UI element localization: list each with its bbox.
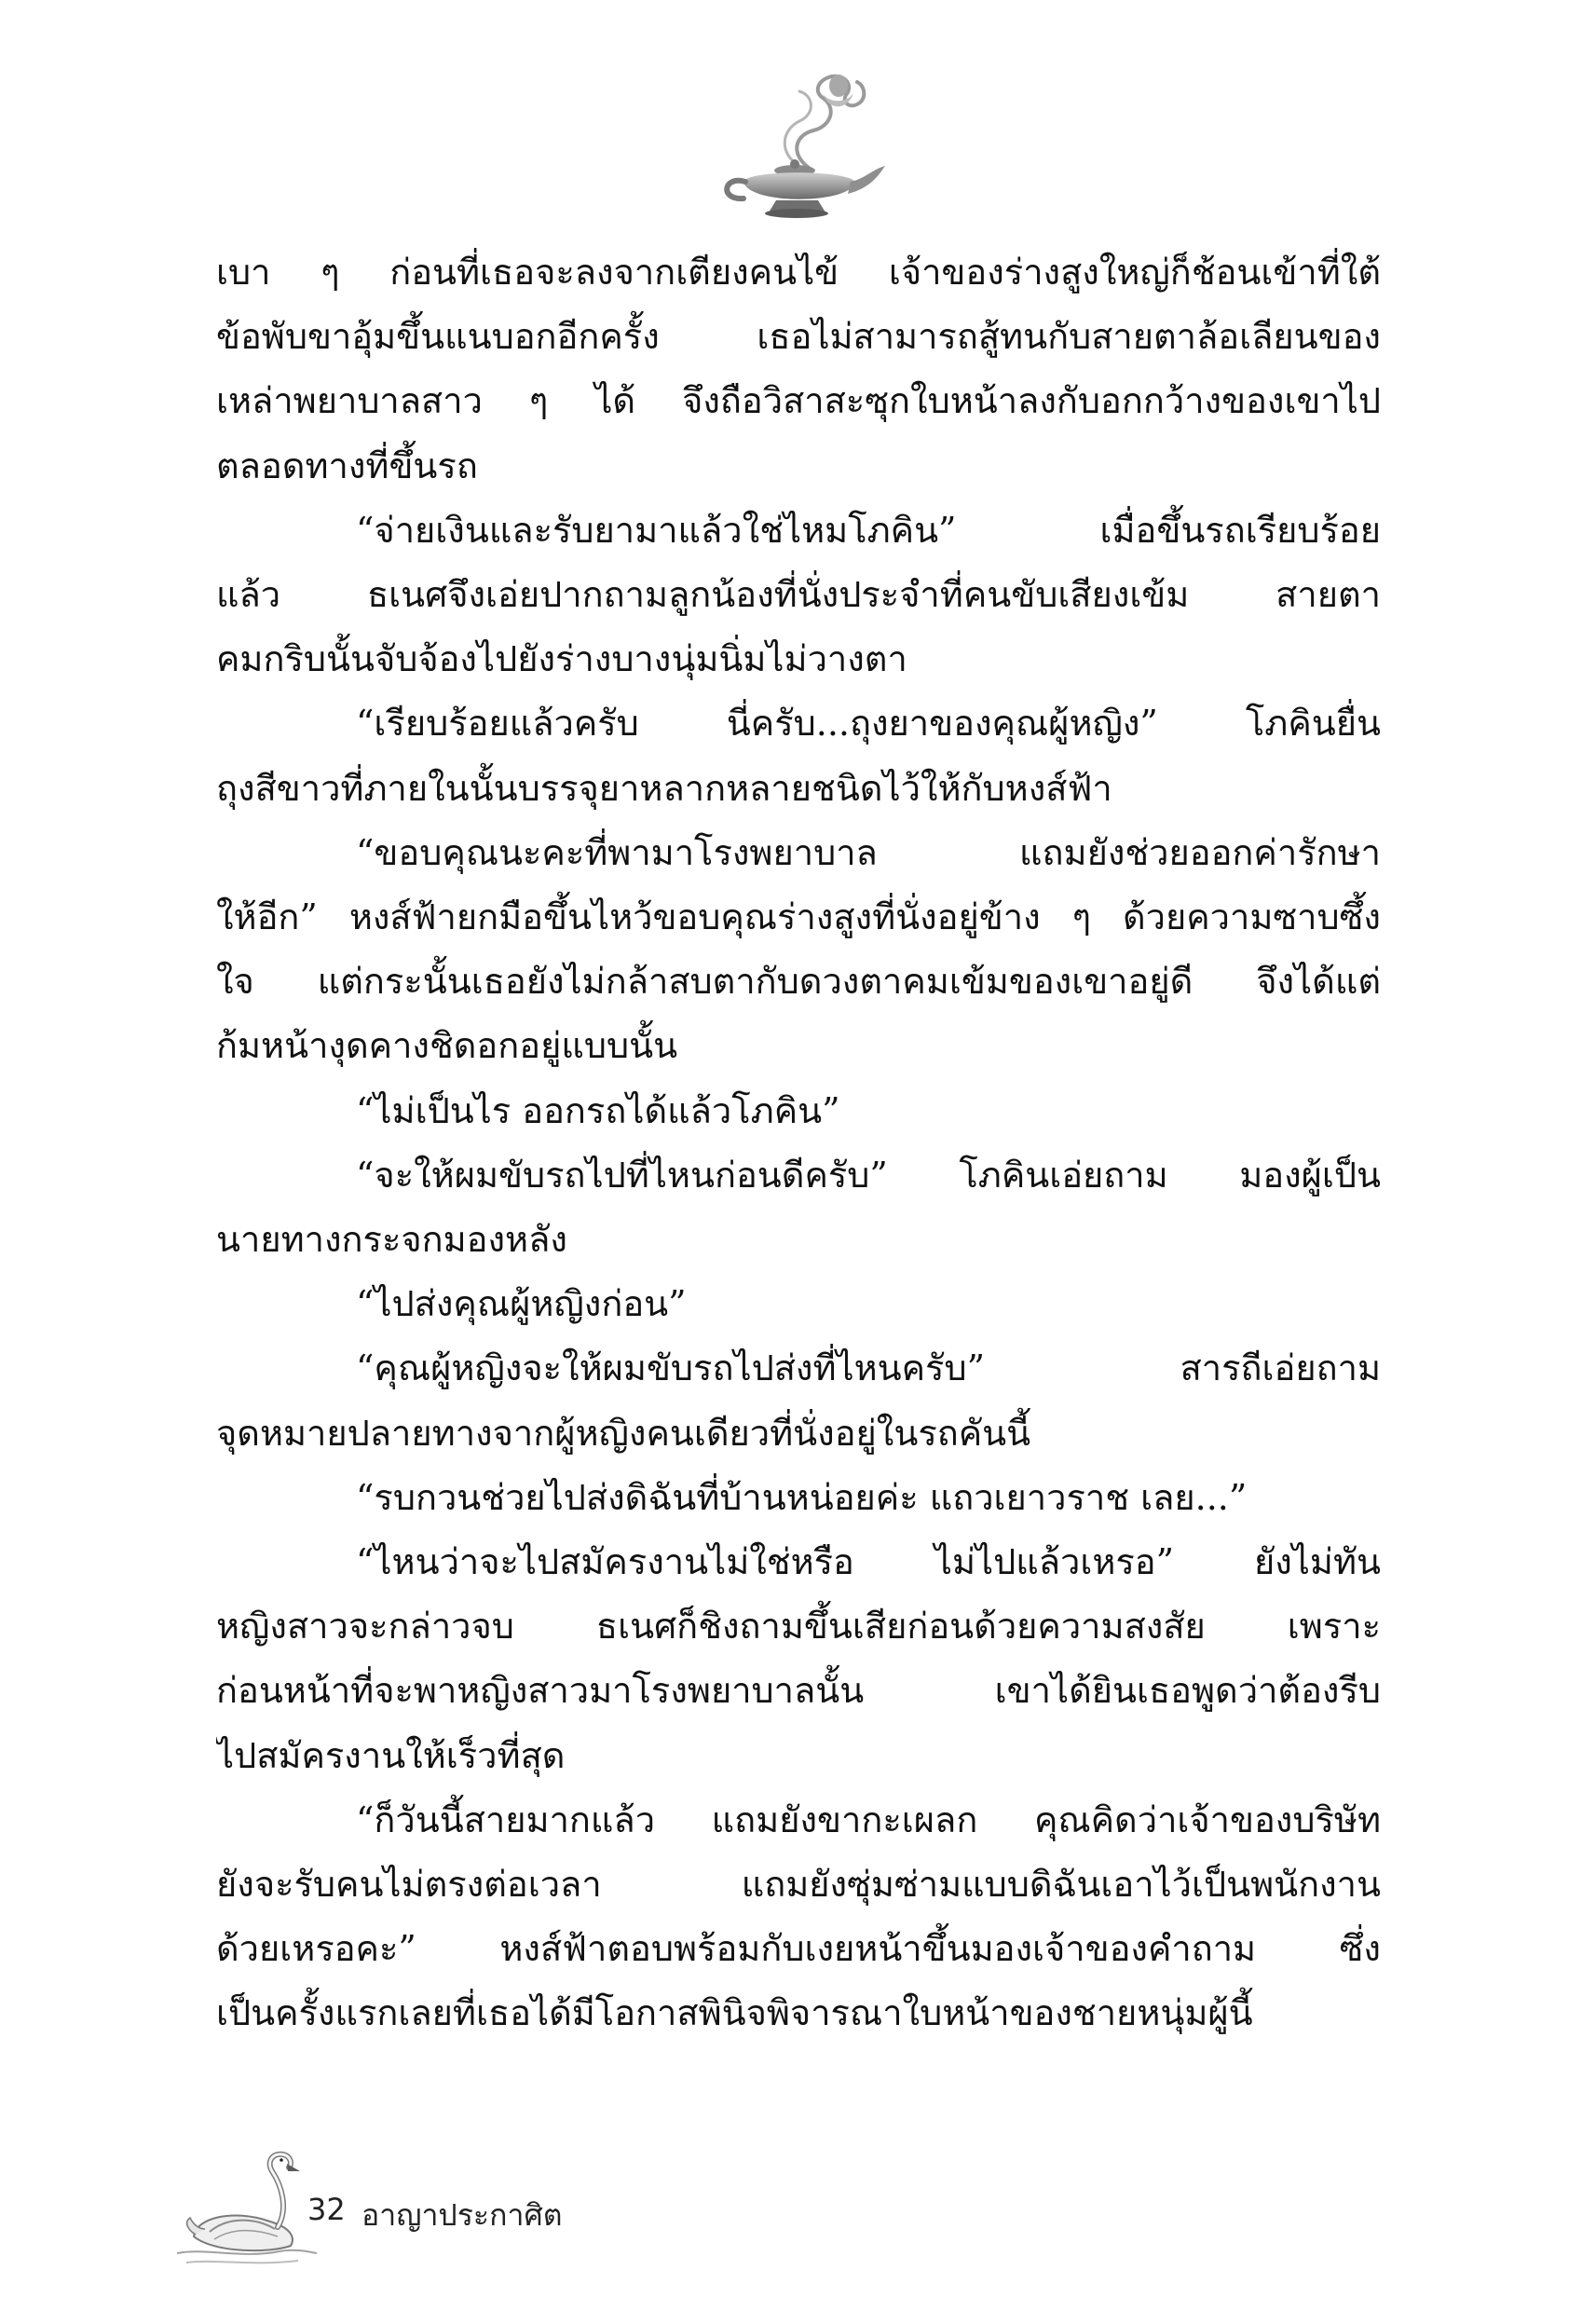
- book-title: อาญาประกาศิต: [361, 2197, 563, 2233]
- text-line: “ไม่เป็นไร ออกรถได้แล้วโภคิน”: [356, 1089, 840, 1131]
- text-line: ข้อพับขาอุ้มขึ้นแนบอกอีกครั้ง เธอไม่สามารถสู้ทนกับสายตาล้อเลียนของ: [216, 316, 1381, 358]
- text-line: ยังจะรับคนไม่ตรงต่อเวลา แถมยังซุ่มซ่ามแบบดิฉันเอาไว้เป็นพนักงาน: [216, 1864, 1381, 1906]
- text-line: ถุงสีขาวที่ภายในนั้นบรรจุยาหลากหลายชนิดไว้ให้กับหงส์ฟ้า: [216, 767, 1112, 809]
- text-line: ด้วยเหรอคะ” หงส์ฟ้าตอบพร้อมกับเงยหน้าขึ้นมองเจ้าของคำถาม ซึ่ง: [216, 1928, 1381, 1970]
- genie-lamp-icon: [706, 65, 893, 233]
- text-line: “ก็วันนี้สายมากแล้ว แถมยังขากะเผลก คุณคิดว่าเจ้าของบริษัท: [356, 1798, 1381, 1840]
- text-line: ใจ แต่กระนั้นเธอยังไม่กล้าสบตากับดวงตาคมเข้มของเขาอยู่ดี จึงได้แต่: [216, 961, 1381, 1003]
- page-footer: [168, 2143, 820, 2274]
- text-line: คมกริบนั้นจับจ้องไปยังร่างบางนุ่มนิ่มไม่วางตา: [216, 638, 907, 680]
- text-line: เหล่าพยาบาลสาว ๆ ได้ จึงถือวิสาสะซุกใบหน้าลงกับอกกว้างของเขาไป: [216, 380, 1381, 422]
- text-line: “จ่ายเงินและรับยามาแล้วใช่ไหมโภคิน” เมื่อขึ้นรถเรียบร้อย: [356, 509, 1381, 551]
- text-line: ตลอดทางที่ขึ้นรถ: [216, 444, 478, 486]
- text-line: ให้อีก” หงส์ฟ้ายกมือขึ้นไหว้ขอบคุณร่างสูงที่นั่งอยู่ข้าง ๆ ด้วยความซาบซึ้ง: [216, 896, 1381, 938]
- text-line: แล้ว ธเนศจึงเอ่ยปากถามลูกน้องที่นั่งประจำที่คนขับเสียงเข้ม สายตา: [216, 574, 1381, 616]
- text-line: “ไปส่งคุณผู้หญิงก่อน”: [356, 1283, 687, 1325]
- text-line: “ไหนว่าจะไปสมัครงานไม่ใช่หรือ ไม่ไปแล้วเหรอ” ยังไม่ทัน: [356, 1541, 1381, 1583]
- swan-icon: [168, 2143, 321, 2274]
- body-text: [216, 240, 1381, 2046]
- text-line: “จะให้ผมขับรถไปที่ไหนก่อนดีครับ” โภคินเอ่ยถาม มองผู้เป็น: [356, 1154, 1381, 1196]
- text-line: ก่อนหน้าที่จะพาหญิงสาวมาโรงพยาบาลนั้น เขาได้ยินเธอพูดว่าต้องรีบ: [216, 1670, 1381, 1712]
- text-line: เบา ๆ ก่อนที่เธอจะลงจากเตียงคนไข้ เจ้าของร่างสูงใหญ่ก็ช้อนเข้าที่ใต้: [216, 252, 1381, 293]
- text-line: จุดหมายปลายทางจากผู้หญิงคนเดียวที่นั่งอยู่ในรถคันนี้: [216, 1412, 1031, 1454]
- text-line: “รบกวนช่วยไปส่งดิฉันที่บ้านหน่อยค่ะ แถวเยาวราช เลย...”: [356, 1476, 1248, 1518]
- text-line: หญิงสาวจะกล่าวจบ ธเนศก็ชิงถามขึ้นเสียก่อนด้วยความสงสัย เพราะ: [216, 1606, 1381, 1648]
- text-line: “คุณผู้หญิงจะให้ผมขับรถไปส่งที่ไหนครับ” สารถีเอ่ยถาม: [356, 1347, 1381, 1389]
- text-line: ไปสมัครงานให้เร็วที่สุด: [216, 1734, 566, 1776]
- text-line: “เรียบร้อยแล้วครับ นี่ครับ...ถุงยาของคุณผู้หญิง” โภคินยื่น: [356, 703, 1381, 745]
- text-line: “ขอบคุณนะคะที่พามาโรงพยาบาล แถมยังช่วยออกค่ารักษา: [356, 831, 1381, 873]
- page-number: 32: [307, 2192, 346, 2227]
- text-line: เป็นครั้งแรกเลยที่เธอได้มีโอกาสพินิจพิจารณาใบหน้าของชายหนุ่มผู้นี้: [216, 1992, 1253, 2034]
- text-line: ก้มหน้างุดคางชิดอกอยู่แบบนั้น: [216, 1025, 678, 1067]
- text-line: นายทางกระจกมองหลัง: [216, 1219, 567, 1261]
